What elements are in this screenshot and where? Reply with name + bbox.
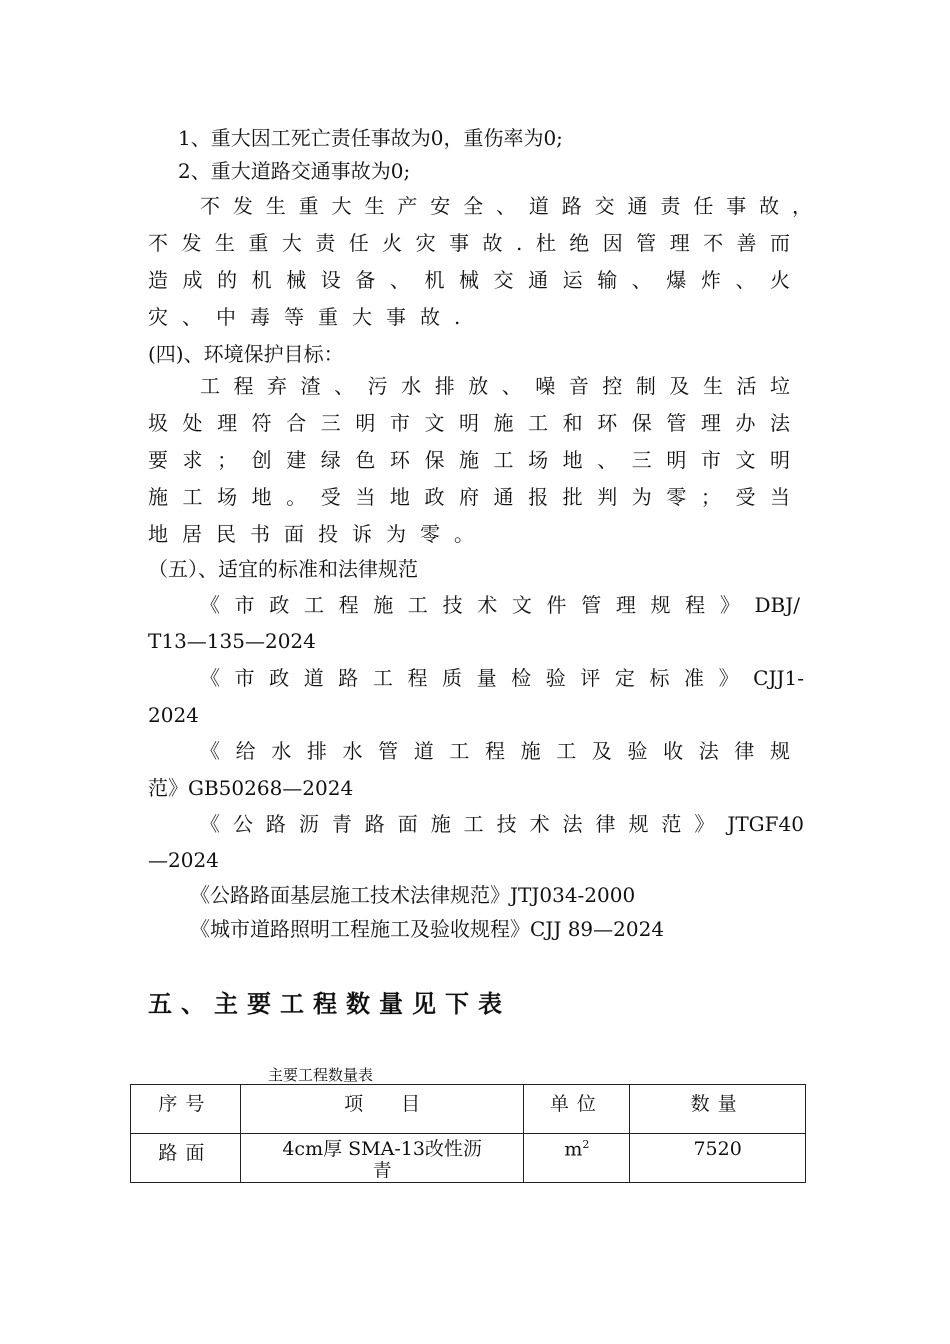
header-cell-unit: 单位 bbox=[524, 1085, 630, 1134]
table-caption: 主要工程数量表 bbox=[268, 1066, 374, 1084]
header-cell-item: 项 目 bbox=[240, 1085, 524, 1134]
cell-category: 路面 bbox=[131, 1134, 241, 1183]
goal-item-1: 1、重大因工死亡责任事故为0，重伤率为0; bbox=[178, 126, 563, 150]
standard-3-line-1: 《给水排水管道工程施工及验收法律规 bbox=[200, 739, 790, 763]
env-paragraph-line-4: 施工场地。受当地政府通报批判为零；受当 bbox=[148, 485, 790, 509]
standard-2-line-2: 2024 bbox=[148, 703, 199, 727]
env-paragraph-line-1: 工程弃渣、污水排放、噪音控制及生活垃 bbox=[200, 374, 790, 398]
standard-1-line-2: T13—135—2024 bbox=[148, 629, 316, 653]
safety-paragraph-line-4: 灾、中毒等重大事故. bbox=[148, 305, 475, 329]
standard-4-line-2: —2024 bbox=[148, 848, 219, 872]
section-heading-5: （五）、适宜的标准和法律规范 bbox=[148, 557, 418, 581]
section-title: 五、主要工程数量见下表 bbox=[148, 989, 511, 1018]
safety-paragraph-line-3: 造成的机械设备、机械交通运输、爆炸、火 bbox=[148, 268, 790, 292]
unit-superscript: 2 bbox=[582, 1138, 590, 1151]
cell-item-text: 4cm厚 SMA-13改性沥青 bbox=[282, 1138, 482, 1178]
standard-5: 《公路路面基层施工技术法律规范》JTJ034-2000 bbox=[190, 883, 636, 907]
cell-quantity: 7520 bbox=[630, 1134, 806, 1183]
standard-6: 《城市道路照明工程施工及验收规程》CJJ 89—2024 bbox=[190, 917, 665, 941]
goal-item-2: 2、重大道路交通事故为0; bbox=[178, 159, 411, 183]
section-heading-4: (四)、环境保护目标： bbox=[148, 342, 344, 366]
cell-unit bbox=[524, 1134, 630, 1183]
standard-1-line-1: 《市政工程施工技术文件管理规程》DBJ/ bbox=[200, 593, 800, 617]
unit-text: m bbox=[564, 1138, 583, 1161]
header-cell-no: 序号 bbox=[131, 1085, 241, 1134]
env-paragraph-line-5: 地居民书面投诉为零。 bbox=[148, 522, 488, 546]
env-paragraph-line-2: 圾处理符合三明市文明施工和环保管理办法 bbox=[148, 411, 790, 435]
safety-paragraph-line-2: 不发生重大责任火灾事故.杜绝因管理不善而 bbox=[148, 231, 790, 255]
standard-2-line-1: 《市政道路工程质量检验评定标准》CJJ1- bbox=[200, 666, 804, 690]
table-header-row bbox=[131, 1085, 806, 1134]
standard-4-line-1: 《公路沥青路面施工技术法律规范》JTGF40 bbox=[200, 812, 804, 836]
header-cell-quantity: 数量 bbox=[630, 1085, 806, 1134]
quantity-table bbox=[130, 1084, 806, 1183]
env-paragraph-line-3: 要求；创建绿色环保施工场地、三明市文明 bbox=[148, 448, 790, 472]
table-row bbox=[131, 1134, 806, 1183]
standard-3-line-2: 范》GB50268—2024 bbox=[148, 776, 354, 800]
safety-paragraph-line-1: 不发生重大生产安全、道路交通责任事故， bbox=[200, 194, 812, 218]
cell-item bbox=[240, 1134, 524, 1183]
